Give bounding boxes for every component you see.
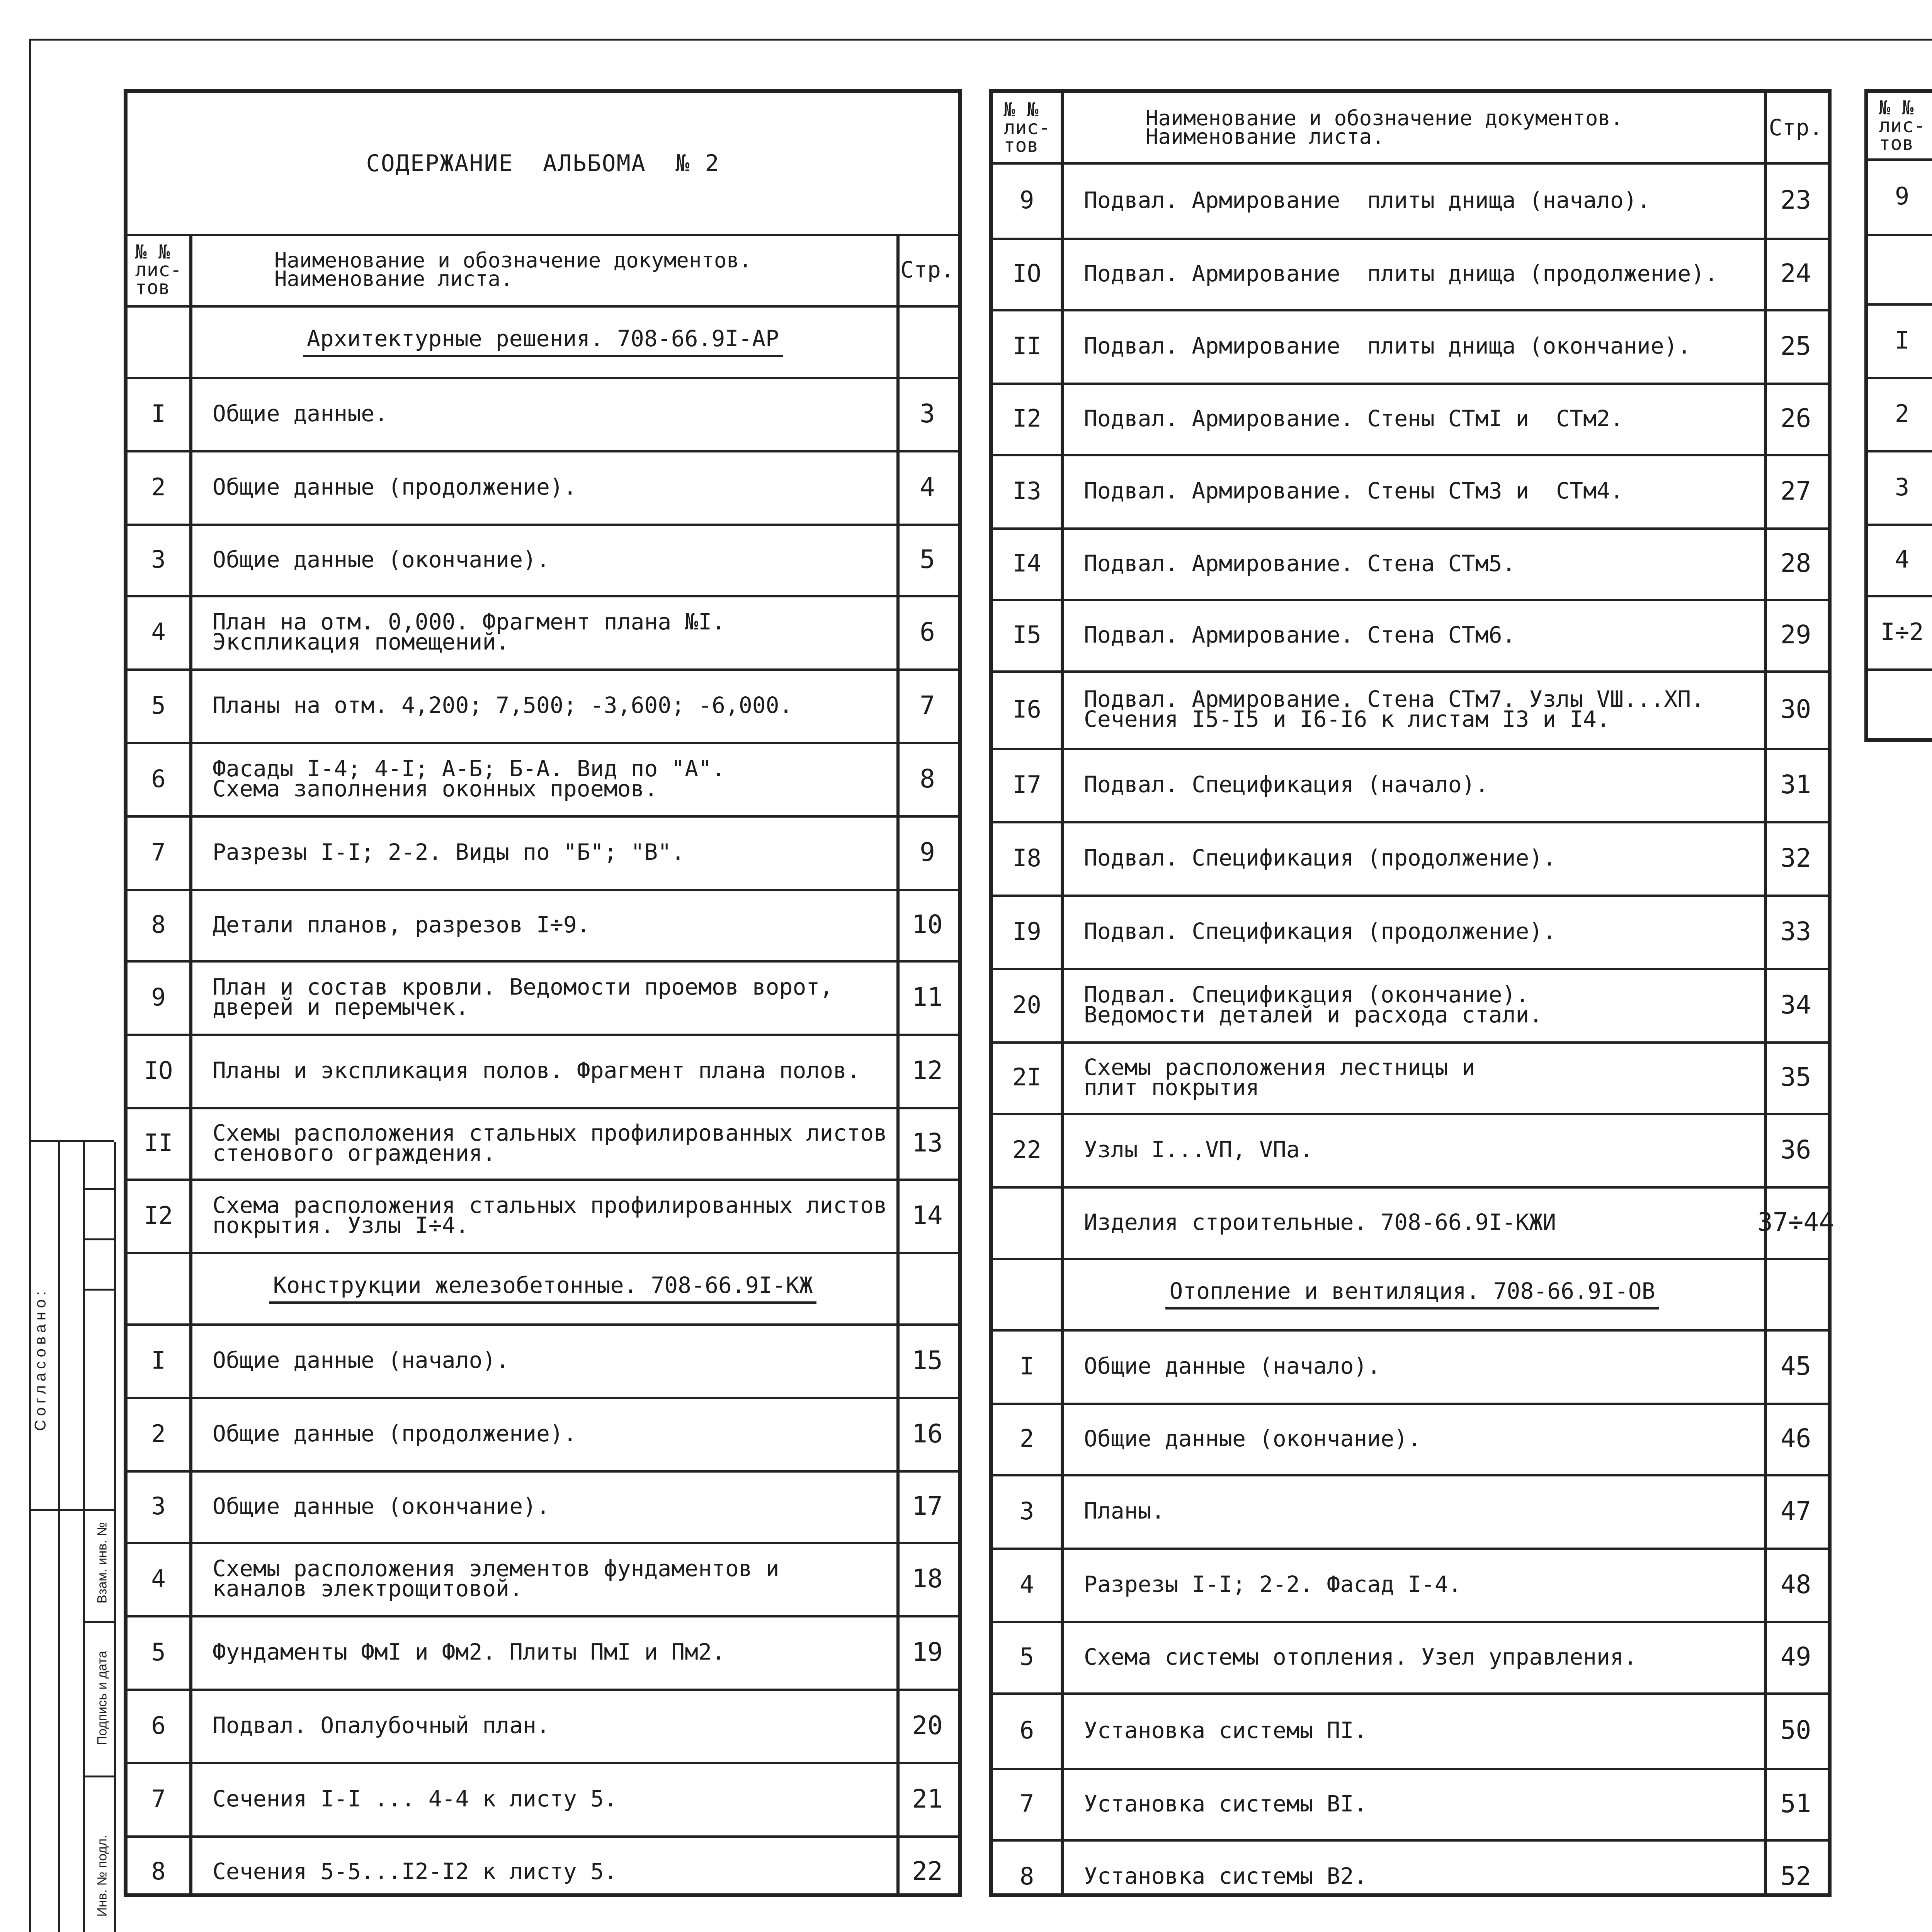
- row-number: 20: [1012, 990, 1041, 1019]
- section-heading-text: Отопление и вентиляция. 708-66.9I-ОВ: [1165, 1278, 1659, 1310]
- section-heading: [1061, 1258, 1764, 1329]
- row-title: Подвал. Армирование плиты днища (продолжение).: [1084, 260, 1718, 287]
- contents-table-2: [989, 89, 1832, 1897]
- row-title: План и состав кровли. Ведомости проемов ворот, дверей и перемычек.: [213, 974, 833, 1020]
- row-page: 36: [1780, 1134, 1811, 1165]
- row-number: I2: [144, 1201, 173, 1230]
- row-page: 15: [912, 1345, 943, 1375]
- row-title: Изделия строительные. 708-66.9I-КЖИ: [1084, 1209, 1556, 1235]
- row-number: 4: [1019, 1570, 1034, 1599]
- row-number: I: [151, 1346, 166, 1374]
- row-number: I5: [1012, 621, 1041, 649]
- row-number: [993, 1186, 1061, 1258]
- row-number: I8: [1012, 844, 1041, 872]
- row-page: 32: [1780, 843, 1811, 873]
- row-title: Подвал. Спецификация (продолжение).: [1084, 845, 1556, 871]
- row-page: 16: [912, 1418, 943, 1449]
- row-title: Общие данные (окончание).: [213, 546, 550, 573]
- row-title: Схема системы отопления. Узел управления.: [1084, 1643, 1637, 1670]
- row-number: 3: [1895, 473, 1910, 501]
- row-page: 52: [1780, 1861, 1811, 1891]
- row-number: I6: [1012, 695, 1041, 723]
- row-page: 6: [920, 617, 935, 647]
- section-heading: [189, 305, 896, 377]
- row-title: Установка системы ПI.: [1084, 1717, 1367, 1743]
- row-number: I2: [1012, 404, 1041, 432]
- inv-replace-label: Взам. инв. №: [95, 1522, 110, 1604]
- row-title: Детали планов, разрезов I÷9.: [213, 911, 590, 938]
- row-title: Подвал. Спецификация (продолжение).: [1084, 918, 1556, 944]
- row-page: 21: [912, 1784, 943, 1814]
- row-number: 4: [1895, 545, 1910, 573]
- row-page: 35: [1780, 1062, 1811, 1092]
- row-number: IO: [1012, 259, 1041, 287]
- row-page: 31: [1780, 769, 1811, 799]
- row-title: Подвал. Спецификация (начало).: [1084, 771, 1489, 798]
- row-title: Разрезы I-I; 2-2. Виды по "Б"; "В".: [213, 839, 685, 865]
- row-page: 30: [1780, 694, 1811, 724]
- row-number: 3: [151, 1492, 166, 1520]
- row-number: IO: [144, 1056, 173, 1085]
- row-number: 22: [1012, 1135, 1041, 1164]
- inv-orig-label: Инв. № подл.: [95, 1835, 110, 1917]
- row-number: [1868, 668, 1932, 738]
- row-page: 37÷44: [1757, 1207, 1834, 1237]
- row-title: Схемы расположения элементов фундаментов и каналов электрощитовой.: [213, 1555, 779, 1602]
- row-title: Подвал. Армирование. Стены СТмI и СТм2.: [1084, 405, 1624, 432]
- row-page: 48: [1780, 1569, 1811, 1599]
- row-page: 33: [1780, 916, 1811, 946]
- row-page: 45: [1780, 1351, 1811, 1381]
- row-number: II: [1012, 332, 1041, 360]
- row-title: Фундаменты ФмI и Фм2. Плиты ПмI и Пм2.: [213, 1639, 725, 1665]
- row-title: Сечения 5-5...I2-I2 к листу 5.: [213, 1858, 617, 1884]
- row-number: 8: [151, 1857, 166, 1885]
- row-page: 19: [912, 1637, 943, 1667]
- header-num-col: № № лис- тов: [135, 240, 182, 299]
- row-page: 34: [1780, 990, 1811, 1020]
- row-title: План на отм. 0,000. Фрагмент плана №I. Экспликация помещений.: [213, 609, 725, 655]
- row-page: 29: [1780, 620, 1811, 650]
- row-page: 26: [1780, 403, 1811, 433]
- row-page: 12: [912, 1055, 943, 1085]
- row-page: 20: [912, 1710, 943, 1740]
- agreed-label: Согласовано:: [32, 1287, 49, 1431]
- header-num-col: № № лис- тов: [1879, 97, 1925, 155]
- row-number: 9: [151, 983, 166, 1011]
- row-number: 2: [151, 473, 166, 501]
- row-page: 23: [1780, 185, 1811, 215]
- row-title: Подвал. Армирование. Стены СТм3 и СТм4.: [1084, 478, 1624, 504]
- row-number: I9: [1012, 917, 1041, 946]
- row-page: 49: [1780, 1642, 1811, 1672]
- contents-table-3: [1864, 89, 1932, 742]
- header-name-col: Наименование и обозначение документов. Наименование листа.: [274, 248, 752, 291]
- row-page: 24: [1780, 259, 1811, 288]
- row-page: 47: [1780, 1496, 1811, 1526]
- row-title: Общие данные (продолжение).: [213, 1420, 577, 1447]
- row-title: Схемы расположения стальных профилированных листов стенового ограждения.: [213, 1119, 887, 1166]
- sign-date-label: Подпись и дата: [95, 1651, 110, 1745]
- row-number: 7: [151, 838, 166, 866]
- row-number: I7: [1012, 770, 1041, 799]
- section-heading-text: Архитектурные решения. 708-66.9I-АР: [303, 325, 783, 357]
- row-number: 5: [151, 1638, 166, 1666]
- row-number: 5: [151, 691, 166, 719]
- row-number: 4: [151, 617, 166, 646]
- row-page: 10: [912, 910, 943, 939]
- row-number: 2: [151, 1419, 166, 1448]
- row-title: Общие данные (окончание).: [1084, 1425, 1421, 1452]
- row-page: 28: [1780, 548, 1811, 578]
- row-title: Планы и экспликация полов. Фрагмент плана полов.: [213, 1057, 861, 1083]
- section-heading-text: Конструкции железобетонные. 708-66.9I-КЖ: [269, 1272, 817, 1304]
- row-title: Подвал. Армирование. Стена СТм5.: [1084, 550, 1516, 577]
- row-title: Общие данные.: [213, 400, 388, 427]
- row-title: Общие данные (продолжение).: [213, 474, 577, 500]
- row-title: Схема расположения стальных профилированных листов покрытия. Узлы I÷4.: [213, 1192, 887, 1238]
- row-page: 13: [912, 1128, 943, 1158]
- row-title: Фасады I-4; 4-I; А-Б; Б-А. Вид по "А". Схема заполнения оконных проемов.: [213, 755, 725, 802]
- row-page: 22: [912, 1856, 943, 1886]
- row-title: Общие данные (начало).: [1084, 1353, 1381, 1379]
- row-number: 6: [151, 1711, 166, 1740]
- row-number: 2: [1019, 1424, 1034, 1452]
- row-page: 18: [912, 1563, 943, 1594]
- row-page: 9: [920, 837, 935, 867]
- side-approval-stamp: [29, 1140, 114, 1932]
- row-number: 4: [151, 1564, 166, 1593]
- row-number: I3: [1012, 476, 1041, 505]
- row-title: Подвал. Спецификация (окончание). Ведомости деталей и расхода стали.: [1084, 981, 1543, 1028]
- row-title: Подвал. Армирование плиты днища (начало).: [1084, 187, 1651, 213]
- row-title: Схемы расположения лестницы и плит покрытия: [1084, 1054, 1475, 1100]
- row-number: 2: [1895, 399, 1910, 428]
- row-title: Общие данные (окончание).: [213, 1493, 550, 1519]
- row-number: 7: [1019, 1789, 1034, 1818]
- row-divider: [1868, 234, 1932, 236]
- row-title: Сечения I-I ... 4-4 к листу 5.: [213, 1786, 617, 1812]
- row-page: 3: [920, 398, 935, 429]
- row-page: 4: [920, 472, 935, 502]
- row-page: 5: [920, 544, 935, 574]
- row-title: Подвал. Опалубочный план.: [213, 1712, 550, 1738]
- header-name-col: Наименование и обозначение документов. Наименование листа.: [1146, 106, 1623, 149]
- row-number: 9: [1019, 186, 1034, 214]
- row-title: Установка системы В2.: [1084, 1863, 1367, 1889]
- row-page: 17: [912, 1491, 943, 1521]
- row-number: 2I: [1012, 1063, 1041, 1091]
- section-heading: [189, 1252, 896, 1323]
- row-number: 5: [1019, 1643, 1034, 1671]
- row-number: 6: [1019, 1716, 1034, 1744]
- row-title: Подвал. Армирование. Стена СТм6.: [1084, 621, 1516, 648]
- row-number: II: [144, 1129, 173, 1157]
- row-title: Подвал. Армирование плиты днища (окончание).: [1084, 333, 1691, 359]
- row-page: 14: [912, 1200, 943, 1230]
- row-number: I4: [1012, 549, 1041, 577]
- row-number: I: [151, 399, 166, 428]
- header-page-col: Стр.: [1769, 114, 1823, 141]
- row-page: 51: [1780, 1789, 1811, 1818]
- row-title: Разрезы I-I; 2-2. Фасад I-4.: [1084, 1571, 1462, 1597]
- row-number: 9: [1895, 182, 1910, 210]
- row-page: 27: [1780, 476, 1811, 506]
- row-page: 50: [1780, 1715, 1811, 1745]
- row-number: 8: [1019, 1862, 1034, 1890]
- row-page: 8: [920, 764, 935, 794]
- row-title: Подвал. Армирование. Стена СТм7. Узлы VШ...ХП. Сечения I5-I5 и I6-I6 к листам I3 и I4.: [1084, 686, 1705, 732]
- contents-table-1: [124, 89, 962, 1897]
- header-num-col: № № лис- тов: [1003, 99, 1050, 156]
- header-page-col: Стр.: [900, 256, 954, 283]
- row-number: 6: [151, 764, 166, 793]
- row-number: 7: [151, 1784, 166, 1813]
- row-title: Планы.: [1084, 1498, 1165, 1524]
- row-number: I: [1019, 1352, 1034, 1380]
- row-title: Общие данные (начало).: [213, 1347, 510, 1373]
- row-number: I: [1895, 326, 1910, 354]
- row-number: 3: [151, 545, 166, 573]
- row-title: Узлы I...VП, VПа.: [1084, 1136, 1313, 1163]
- row-page: 25: [1780, 331, 1811, 361]
- row-number: 3: [1019, 1497, 1034, 1525]
- row-number: 8: [151, 910, 166, 939]
- album-title: СОДЕРЖАНИЕ АЛЬБОМА № 2: [366, 150, 720, 177]
- row-title: Установка системы ВI.: [1084, 1790, 1367, 1817]
- row-page: 46: [1780, 1423, 1811, 1453]
- row-page: 11: [912, 982, 943, 1012]
- row-page: 7: [920, 690, 935, 720]
- row-title: Планы на отм. 4,200; 7,500; -3,600; -6,000.: [213, 692, 793, 718]
- row-number: I÷2: [1880, 617, 1924, 646]
